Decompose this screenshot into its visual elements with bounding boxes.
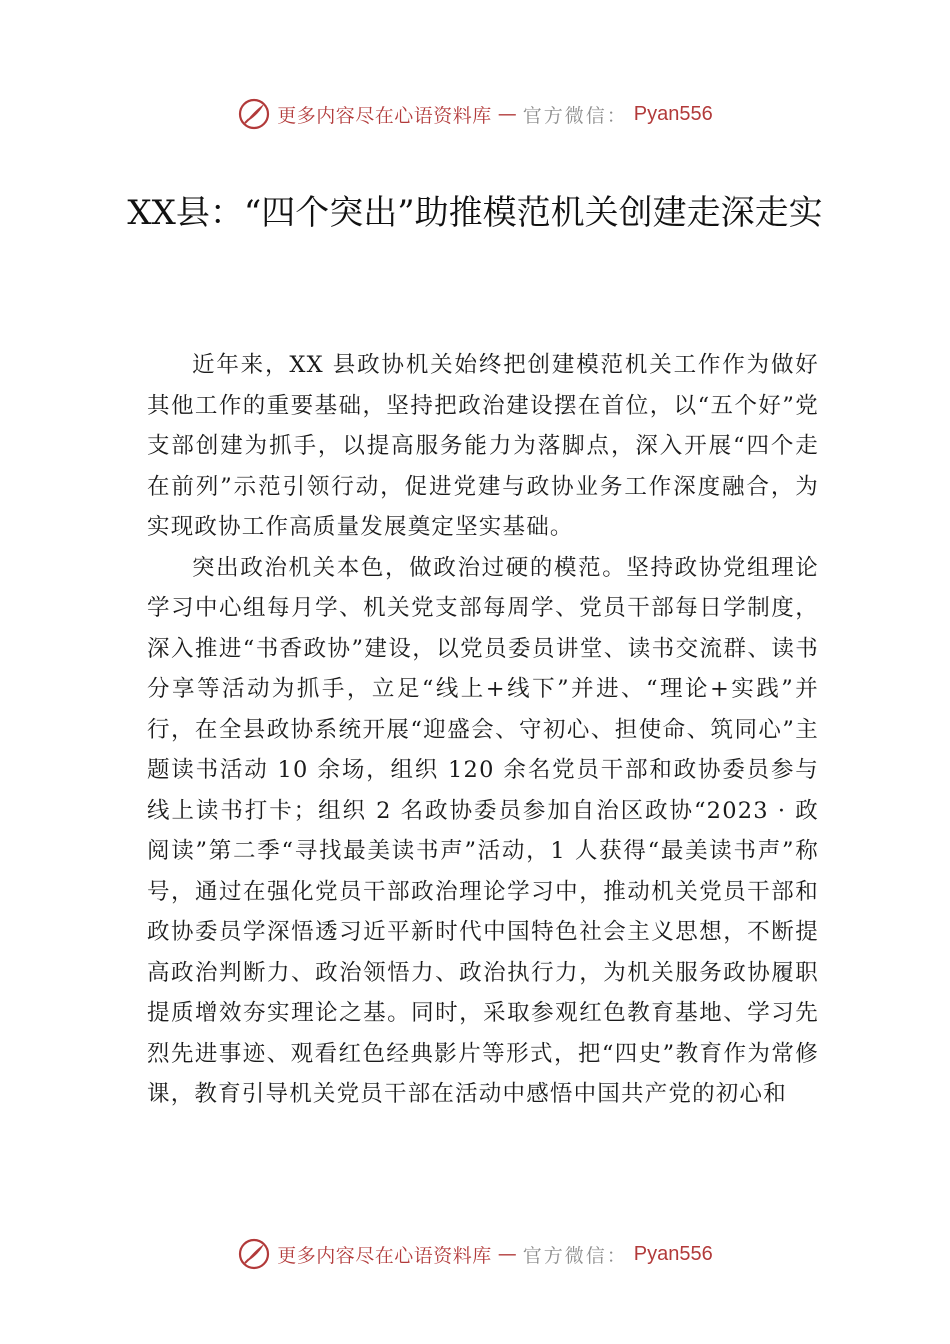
document-title: XX县：“四个突出”助推模范机关创建走深走实 [127,193,823,233]
banner-slogan: 更多内容尽在心语资料库 [277,1244,492,1267]
header-banner [0,94,950,134]
quill-logo-icon [237,97,271,131]
footer-banner [0,1234,950,1274]
banner-dash: — [497,103,517,125]
document-body [147,345,819,1115]
banner-wechat-id: Pyan556 [633,102,713,125]
banner-slogan: 更多内容尽在心语资料库 [277,104,492,127]
paragraph-intro: 近年来，XX 县政协机关始终把创建模范机关工作作为做好其他工作的重要基础，坚持把政治建设摆在首位，以“五个好”党支部创建为抓手，以提高服务能力为落脚点，深入开展“四个走在前列”示范引领行动，促进党建与政协业务工作深度融合，为实现政协工作高质量发展奠定坚实基础。 [147,352,819,540]
banner-wechat-id: Pyan556 [633,1242,713,1265]
quill-logo-icon [237,1237,271,1271]
banner-dash: — [497,1243,517,1265]
banner-wechat-label: 官方微信： [522,104,628,127]
banner-wechat-label: 官方微信： [522,1244,628,1267]
paragraph-political: 突出政治机关本色，做政治过硬的模范。坚持政协党组理论学习中心组每月学、机关党支部每周学、党员干部每日学制度，深入推进“书香政协”建设，以党员委员讲堂、读书交流群、读书分享等活动为抓手，立足“线上+线下”并进、“理论+实践”并行，在全县政协系统开展“迎盛会、守初心、担使命、筑同心”主题读书活动 10 余场，组织 120 余名党员干部和政协委员参与线上读书打卡；组织 2 名政协委员参加自治区政协“2023 · 政阅读”第二季“寻找最美读书声”活动，1 人获得“最美读书声”称号，通过在强化党员干部政治理论学习中，推动机关党员干部和政协委员学深悟透习近平新时代中国特色社会主义思想，不断提高政治判断力、政治领悟力、政治执行力，为机关服务政协履职提质增效夯实理论之基。同时，采取参观红色教育基地、学习先烈先进事迹、观看红色经典影片等形式，把“四史”教育作为常修课，教育引导机关党员干部在活动中感悟中国共产党的初心和 [147,554,819,1107]
